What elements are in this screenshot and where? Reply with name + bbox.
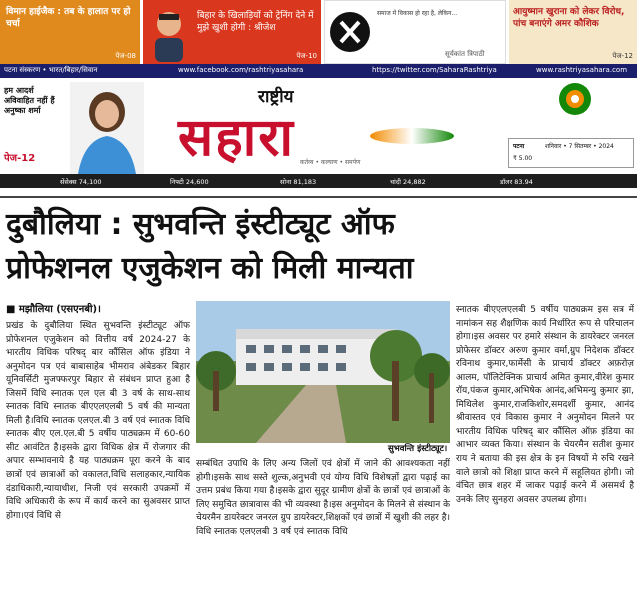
website-link[interactable]: www.rashtriyasahara.com <box>536 66 628 74</box>
market-ticker <box>0 174 637 188</box>
side-promo-text: हम आदर्श अविवाहित नहीं हैं अनुष्का शर्मा <box>4 86 55 115</box>
article-column-1: प्रखंड के दुबौलिया स्थित सुभवन्ति इंस्टीट्यूट ऑफ प्रोफेशनल एजुकेशन को वित्तीय वर्ष 2024-27 के भारतीय विधिक परिषद् बार कौंसिल ऑफ इंडिया ने अनुमोदन पत्र एवं बाबासाहेब भीमराव अंबेडकर बिहार यूनिवर्सिटी मुजफ्फरपुर बिहार से संबंधन प्राप्त हुआ है जिसमें विधि स्नातक एल एल बी 3 वर्ष के साथ-साथ स्नातक विधि स्नातक बीएएलएलबी 5 वर्ष की मान्यता मिली है।विधि स्नातक एलएल.बी 3 वर्ष एवं स्नातक विधि स्नातक बीए एल.एल.बी 5 वर्षीय पाठ्यक्रम में 60-60 सीट आवंटित है।इसके द्वारा विधिक क्षेत्र में रोजगार की अपार सम्भावनाये है यह पाठ्यक्रम पूरा करने के बाद छात्रों एवं छात्राओं को वकालत,विधि सलाहकार,न्यायिक दंडाधिकारी,न्यायाधीश, निजी एवं सरकारी उपक्रमों में विधि अधिकारी के रूप में कार्य करने का सुअवसर प्राप्त होगा।एवं विधि से <box>6 321 190 521</box>
sahara-emblem-icon <box>558 82 592 116</box>
byline: ■ मझौलिया (एसएनबी)। <box>6 304 101 315</box>
article-column-3: स्नातक बीएएलएलबी 5 वर्षीय पाठ्यक्रम इस सत्र में नामांकन सह शैक्षणिक कार्य निर्धारित रूप से परिचालन होगा।इस अवसर पर हमारे संस्थान के डायरेक्टर जनरल प्रोफेसर डॉक्टर अरुण कुमार वर्मा,ग्रुप निदेशक डॉक्टर रविनाथ कुमार,फार्मेसी के प्राचार्य डॉक्टर अफ़रोज़ आलम, पॉलिटेक्निक प्राचार्य अमित कुमार,वीरेश कुमार रॉय,पंकज कुमार,अभिषेक आनंद,अभिमन्यु कुमार झा, मिथिलेश कुमार,राजकिशोर,समदर्शी कुमार, आनंद श्रीवास्तव एवं विकास कुमार ने अनुमोदन मिलने पर भारतीय विधिक परिषद् बार कौंसिल ऑफ़ इंडिया का आभार व्यक्त किया। संस्थान के चेयरमैन सतीश कुमार राय ने बताया की इस क्षेत्र के इन विषयों मे रुचि रखने वाले छात्रो को शिक्षा प्राप्त करने में सहूलियत होगी। जो वंचित छात्र शहर में जाकर पढ़ाई करने में असमर्थ है उनके लिए सुनहरा अवसर उपलब्ध होगा। <box>456 305 634 505</box>
teaser-4-text: आयुष्मान खुराना को लेकर विरोध, पांच बनाएंगे अमर कौशिक <box>513 7 625 29</box>
ticker-item: डॉलर 83.94 <box>500 178 533 186</box>
social-link-bar <box>0 64 637 78</box>
article-column-2: सम्बंधित उपाधि के लिए अन्य जिलों एवं क्षेत्रों में जाने की आवश्यकता नहीं होगी।इसके साथ सस्ते शुल्क,अनुभवी एवं योग्य विधि विशेषज्ञों द्वारा पढ़ाई का उत्तम प्रबंध किया गया है।इसके द्वारा सुदूर ग्रामीण क्षेत्रों के छात्रों एवं छात्राओं के लिए समुचित छात्रावास की भी व्यवस्था है।इस अनुमोदन के मिलने से संस्थान के चेयरमैन डायरेक्टर जनरल ग्रुप डायरेक्टर,शिक्षकों एवं छात्रों में खुशी की लहर है।विधि स्नातक एलएलबी 3 वर्ष एवं स्नातक विधि <box>196 459 450 537</box>
edition-date: शनिवार • 7 सितम्बर • 2024 <box>545 143 614 150</box>
facebook-link[interactable]: www.facebook.com/rashtriyasahara <box>178 66 304 74</box>
teaser-1-text: विमान हाईजैक : तब के हालात पर हो चर्चा <box>6 7 131 29</box>
teaser-2-page: पेज-10 <box>296 52 317 60</box>
masthead-title: सहारा <box>178 108 295 168</box>
x-logo-icon <box>329 11 371 53</box>
ticker-item: सेंसेक्स 74,100 <box>60 178 102 186</box>
teaser-3-text: समाज में विकास हो रहा है, लेकिन... <box>377 10 458 17</box>
teaser-3[interactable] <box>324 0 506 64</box>
section-divider <box>0 196 637 198</box>
edition-city: पटना <box>513 143 525 150</box>
sports-person-icon <box>147 6 191 62</box>
masthead-tagline: कर्तव्य • कल्याण • समर्पण <box>300 159 361 166</box>
edition-price: ₹ 5.00 <box>513 155 533 162</box>
actress-photo <box>70 82 144 174</box>
ticker-item: सोना 81,183 <box>280 178 317 186</box>
teaser-1[interactable] <box>0 0 140 64</box>
institute-photo <box>196 301 450 443</box>
ticker-item: निफ्टी 24,600 <box>170 178 209 186</box>
teaser-1-page: पेज-08 <box>115 52 136 60</box>
edition-box <box>508 138 634 168</box>
teaser-2-text: बिहार के खिलाड़ियों को ट्रेनिंग देने में मुझे खुशी होगी : श्रीजेश <box>197 11 314 33</box>
photo-caption: सुभवन्ति इंस्टीट्यूट। <box>388 444 448 454</box>
ticker-item: चांदी 24,882 <box>390 178 426 186</box>
masthead-small-title: राष्ट्रीय <box>258 87 294 107</box>
teaser-2[interactable] <box>143 0 321 64</box>
headline-line-1: दुबौलिया : सुभवन्ति इंस्टीट्यूट ऑफ <box>6 207 395 242</box>
side-promo-page: पेज-12 <box>4 153 36 164</box>
headline-line-2: प्रोफेशनल एजुकेशन को मिली मान्यता <box>6 251 414 286</box>
masthead <box>0 78 637 174</box>
teaser-4[interactable] <box>509 0 637 64</box>
teaser-3-author: सूर्यकांत त्रिपाठी <box>445 50 485 58</box>
tricolor-swoosh <box>370 128 454 144</box>
twitter-link[interactable]: https://twitter.com/SaharaRashtriya <box>372 66 497 74</box>
teaser-4-page: पेज-12 <box>612 52 633 60</box>
edition-label: पटना संस्करण • भारत/बिहार/सिवान <box>4 66 98 74</box>
